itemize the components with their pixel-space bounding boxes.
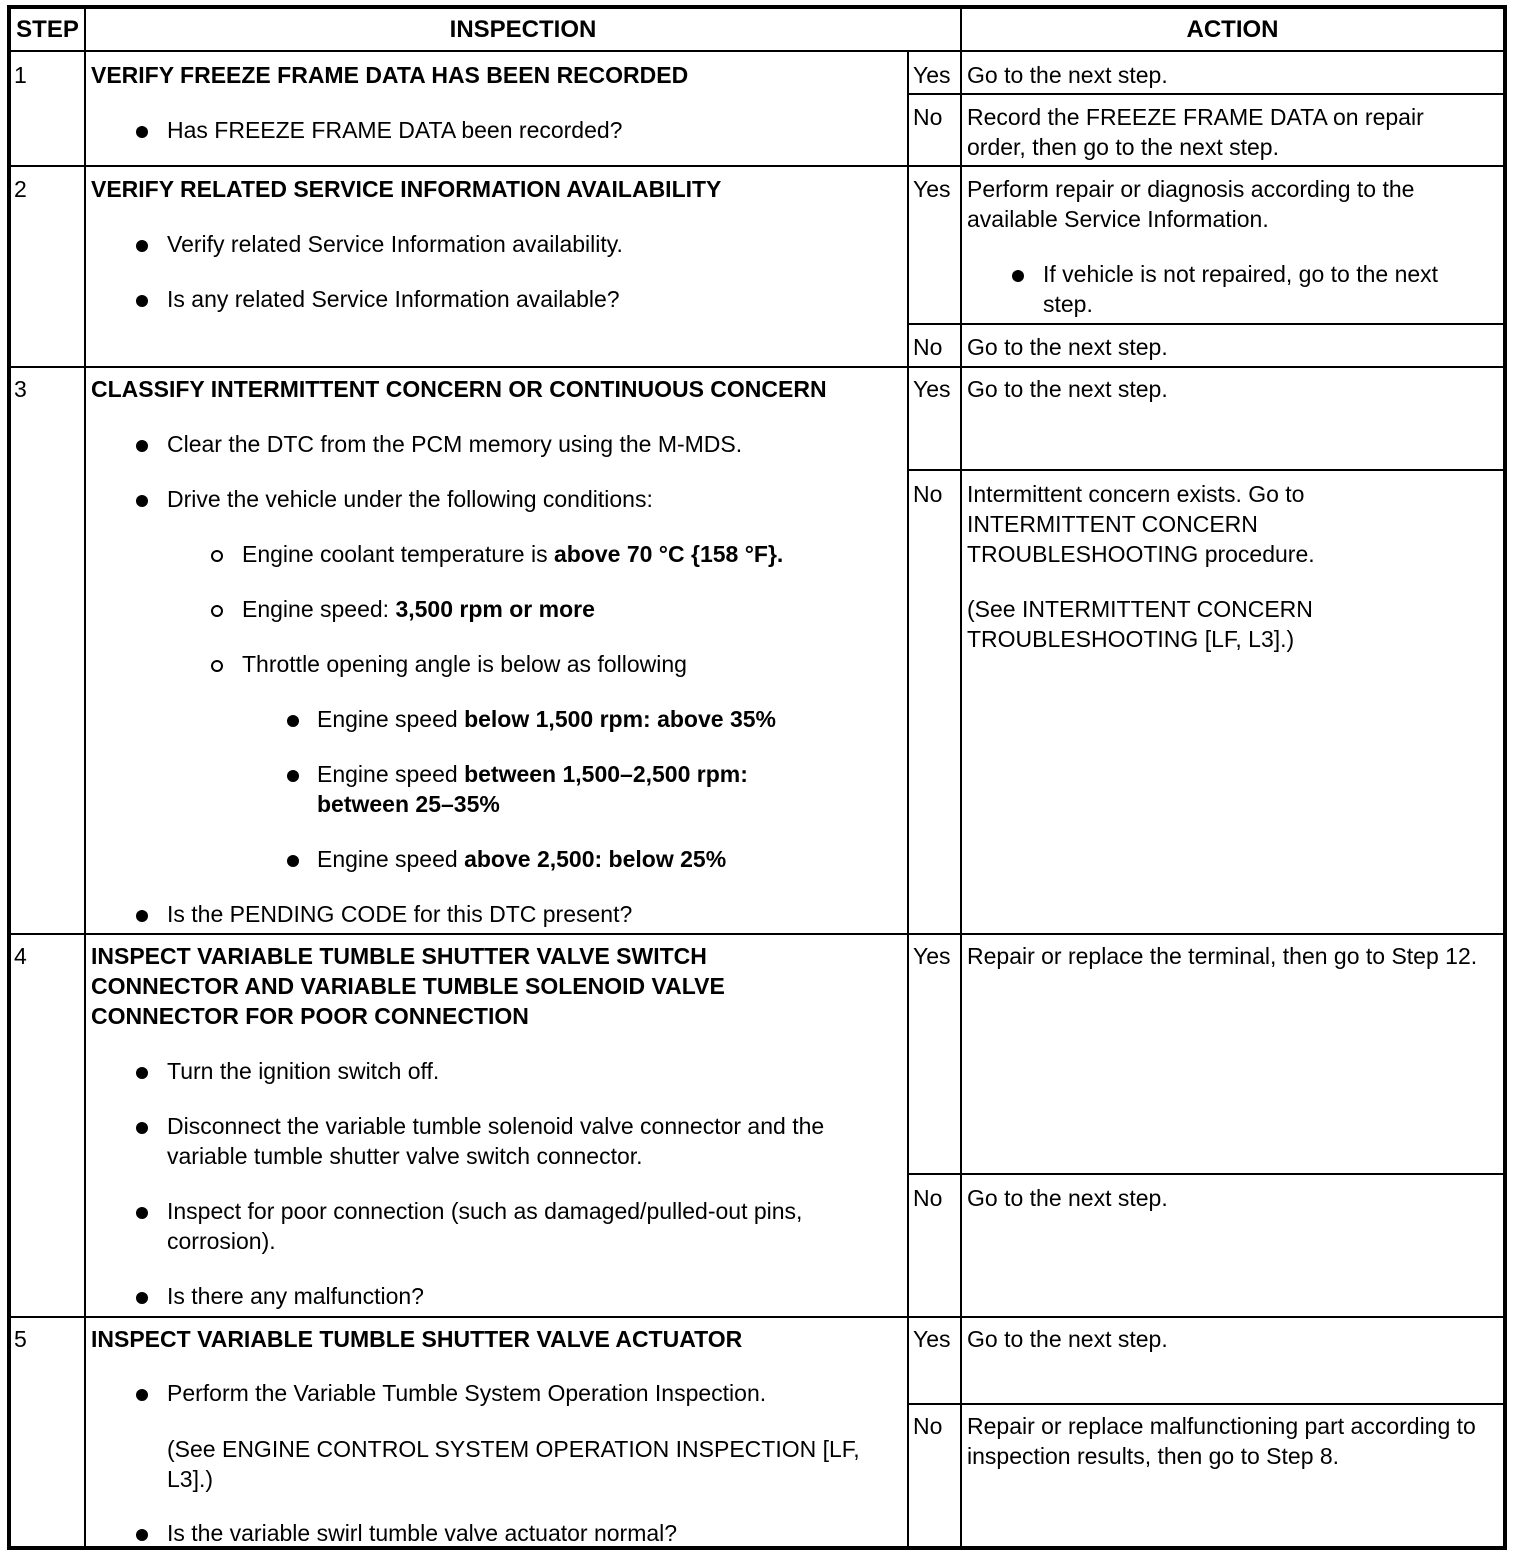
- bullet-icon: [287, 715, 299, 727]
- bullet-icon: [287, 855, 299, 867]
- row-divider: [11, 165, 1503, 167]
- no-action-reference: (See INTERMITTENT CONCERN TROUBLESHOOTING [LF, L3].): [967, 596, 1313, 652]
- bullet-icon: [136, 495, 148, 507]
- inspection-item: Turn the ignition switch off.: [167, 1058, 440, 1084]
- yes-action: Perform repair or diagnosis according to the available Service Information.: [967, 176, 1415, 232]
- bullet-icon: [136, 295, 148, 307]
- inspection-item: Is any related Service Information available?: [167, 286, 620, 312]
- bullet-icon: [136, 1529, 148, 1541]
- step-number: 1: [14, 62, 27, 88]
- row-divider: [11, 50, 1503, 52]
- yes-action: Go to the next step.: [967, 376, 1168, 402]
- no-label: No: [913, 104, 943, 130]
- bullet-icon: [136, 440, 148, 452]
- yes-action: Go to the next step.: [967, 1326, 1168, 1352]
- step-title: CLASSIFY INTERMITTENT CONCERN OR CONTINUOUS CONCERN: [91, 376, 827, 402]
- inspection-item: Inspect for poor connection (such as damaged/pulled-out pins, corrosion).: [167, 1198, 803, 1254]
- circle-bullet-icon: [211, 550, 223, 562]
- header-action: ACTION: [1186, 16, 1279, 43]
- condition-item: Engine coolant temperature is above 70 °C {158 °F}.: [242, 541, 784, 567]
- col-divider: [960, 9, 962, 1546]
- circle-bullet-icon: [211, 605, 223, 617]
- col-divider: [907, 50, 909, 1546]
- step-title: INSPECT VARIABLE TUMBLE SHUTTER VALVE SWITCH CONNECTOR AND VARIABLE TUMBLE SOLENOID VALVE CONNECTOR FOR POOR CONNECTION: [91, 943, 725, 1029]
- step-title: INSPECT VARIABLE TUMBLE SHUTTER VALVE ACTUATOR: [91, 1326, 743, 1352]
- no-label: No: [913, 481, 943, 507]
- inspection-item: Has FREEZE FRAME DATA been recorded?: [167, 117, 623, 143]
- condition-item: Engine speed: 3,500 rpm or more: [242, 596, 595, 622]
- bullet-icon: [136, 126, 148, 138]
- yes-no-divider: [907, 93, 1503, 95]
- step-title: VERIFY FREEZE FRAME DATA HAS BEEN RECORDED: [91, 62, 689, 88]
- header-step: STEP: [16, 16, 79, 43]
- condition-item: Throttle opening angle is below as following: [242, 651, 687, 677]
- yes-action: Go to the next step.: [967, 62, 1168, 88]
- step-number: 2: [14, 176, 27, 202]
- no-action: Go to the next step.: [967, 334, 1168, 360]
- step-number: 5: [14, 1326, 27, 1352]
- inspection-reference: (See ENGINE CONTROL SYSTEM OPERATION INSPECTION [LF, L3].): [167, 1436, 860, 1492]
- inspection-item: Clear the DTC from the PCM memory using the M-MDS.: [167, 431, 743, 457]
- yes-no-divider: [907, 469, 1503, 471]
- inspection-item: Disconnect the variable tumble solenoid valve connector and the variable tumble shutter valve switch connector.: [167, 1113, 825, 1169]
- yes-label: Yes: [913, 176, 951, 202]
- bullet-icon: [136, 1067, 148, 1079]
- row-divider: [11, 933, 1503, 935]
- yes-label: Yes: [913, 62, 951, 88]
- yes-label: Yes: [913, 376, 951, 402]
- bullet-icon: [136, 240, 148, 252]
- bullet-icon: [1012, 270, 1024, 282]
- row-divider: [11, 1316, 1503, 1318]
- step-number: 3: [14, 376, 27, 402]
- no-action: Record the FREEZE FRAME DATA on repair order, then go to the next step.: [967, 104, 1424, 160]
- step-number: 4: [14, 943, 27, 969]
- step-title: VERIFY RELATED SERVICE INFORMATION AVAILABILITY: [91, 176, 722, 202]
- inspection-item: Is the PENDING CODE for this DTC present?: [167, 901, 633, 927]
- yes-label: Yes: [913, 1326, 951, 1352]
- inspection-item: Is there any malfunction?: [167, 1283, 424, 1309]
- bullet-icon: [136, 910, 148, 922]
- yes-no-divider: [907, 1403, 1503, 1405]
- yes-label: Yes: [913, 943, 951, 969]
- row-divider: [11, 366, 1503, 368]
- circle-bullet-icon: [211, 660, 223, 672]
- inspection-item: Is the variable swirl tumble valve actuator normal?: [167, 1520, 678, 1546]
- bullet-icon: [136, 1122, 148, 1134]
- bullet-icon: [136, 1292, 148, 1304]
- inspection-item: Perform the Variable Tumble System Operation Inspection.: [167, 1380, 767, 1406]
- no-action: Repair or replace malfunctioning part according to inspection results, then go to Step 8.: [967, 1413, 1476, 1469]
- inspection-item: Verify related Service Information availability.: [167, 231, 623, 257]
- throttle-item: Engine speed below 1,500 rpm: above 35%: [317, 706, 776, 732]
- inspection-item: Drive the vehicle under the following conditions:: [167, 486, 653, 512]
- throttle-item: Engine speed above 2,500: below 25%: [317, 846, 727, 872]
- yes-no-divider: [907, 323, 1503, 325]
- no-label: No: [913, 334, 943, 360]
- header-inspection: INSPECTION: [449, 16, 597, 43]
- no-action: Go to the next step.: [967, 1185, 1168, 1211]
- col-divider: [84, 9, 86, 1546]
- diagnostic-table: [7, 5, 1507, 1550]
- bullet-icon: [136, 1207, 148, 1219]
- no-action: Intermittent concern exists. Go to INTERMITTENT CONCERN TROUBLESHOOTING procedure.: [967, 481, 1315, 567]
- yes-action: Repair or replace the terminal, then go to Step 12.: [967, 943, 1478, 969]
- throttle-item: Engine speed between 1,500–2,500 rpm: between 25–35%: [317, 761, 748, 817]
- yes-no-divider: [907, 1173, 1503, 1175]
- yes-action-sub: If vehicle is not repaired, go to the next step.: [1043, 261, 1439, 317]
- no-label: No: [913, 1413, 943, 1439]
- bullet-icon: [136, 1389, 148, 1401]
- no-label: No: [913, 1185, 943, 1211]
- bullet-icon: [287, 770, 299, 782]
